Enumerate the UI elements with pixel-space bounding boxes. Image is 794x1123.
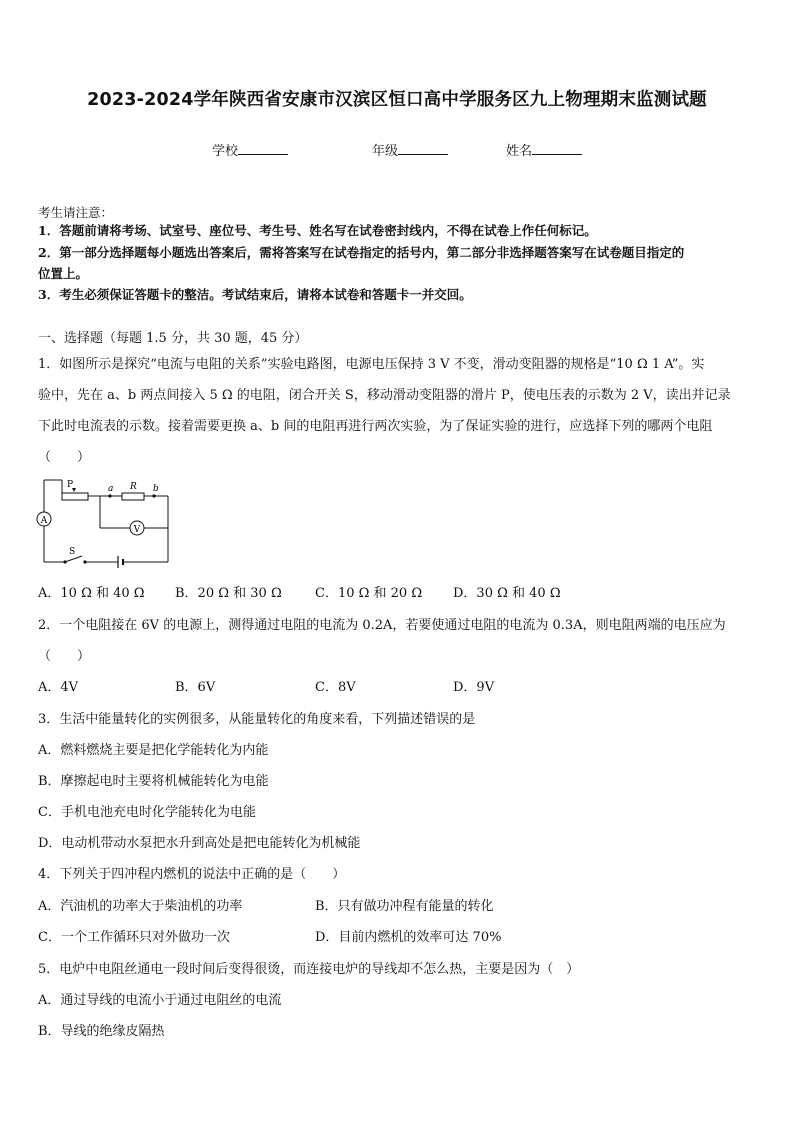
q5-option-a[interactable]: A．通过导线的电流小于通过电阻丝的电流 <box>38 993 282 1008</box>
q3-stem: 3．生活中能量转化的实例很多，从能量转化的角度来看，下列描述错误的是 <box>38 712 476 727</box>
q4-option-d[interactable]: D．目前内燃机的效率可达 70% <box>315 930 502 945</box>
name-label: 姓名 <box>506 144 533 159</box>
q4-stem: 4．下列关于四冲程内燃机的说法中正确的是（ ） <box>38 867 346 882</box>
q3-option-a[interactable]: A．燃料燃烧主要是把化学能转化为内能 <box>38 743 269 758</box>
q2-option-d[interactable]: D．9V <box>453 680 495 695</box>
notice-item-3: 3．考生必须保证答题卡的整洁。考试结束后，请将本试卷和答题卡一并交回。 <box>38 287 472 302</box>
ammeter-label: A <box>40 516 48 526</box>
q3-option-b[interactable]: B．摩擦起电时主要将机械能转化为电能 <box>38 774 269 789</box>
section-heading: 一、选择题（每题 1.5 分，共 30 题，45 分） <box>38 331 308 346</box>
q1-line-1: 1．如图所示是探究“电流与电阻的关系”实验电路图，电源电压保持 3 V 不变，滑动变阻器的规格是“10 Ω 1 A”。实 <box>38 357 705 372</box>
notice-item-2-cont: 位置上。 <box>38 266 89 281</box>
q1-option-a[interactable]: A．10 Ω 和 40 Ω <box>38 586 145 601</box>
node-a-label: a <box>108 484 114 494</box>
q1-option-c[interactable]: C．10 Ω 和 20 Ω <box>315 586 423 601</box>
q1-line-4: （ ） <box>38 450 91 465</box>
q4-option-a[interactable]: A．汽油机的功率大于柴油机的功率 <box>38 899 243 914</box>
q5-stem: 5．电炉中电阻丝通电一段时间后变得很烫，而连接电炉的导线却不怎么热，主要是因为（ ） <box>38 962 580 977</box>
circuit-diagram <box>36 476 176 572</box>
q1-option-d[interactable]: D．30 Ω 和 40 Ω <box>453 586 561 601</box>
rheostat <box>62 493 88 500</box>
switch-label: S <box>69 547 76 557</box>
q2-line-1: 2．一个电阻接在 6V 的电源上，测得通过电阻的电流为 0.2A，若要使通过电阻的电流为 0.3A，则电阻两端的电压应为 <box>38 618 726 633</box>
name-blank[interactable] <box>532 142 582 155</box>
voltmeter-label: V <box>133 525 141 535</box>
q2-option-b[interactable]: B．6V <box>175 680 216 695</box>
q2-line-2: （ ） <box>38 649 91 664</box>
q4-option-c[interactable]: C．一个工作循环只对外做功一次 <box>38 930 230 945</box>
q3-option-c[interactable]: C．手机电池充电时化学能转化为电能 <box>38 805 256 820</box>
grade-label: 年级 <box>372 144 399 159</box>
notice-heading: 考生请注意： <box>38 205 114 220</box>
node-b-label: b <box>153 484 159 494</box>
school-blank[interactable] <box>238 142 288 155</box>
resistor-label: R <box>130 482 137 492</box>
school-field[interactable] <box>212 140 288 159</box>
q2-option-c[interactable]: C．8V <box>315 680 356 695</box>
slider-label: P <box>67 480 74 490</box>
q1-line-2: 验中，先在 a、b 两点间接入 5 Ω 的电阻，闭合开关 S，移动滑动变阻器的滑片 P，使电压表的示数为 2 V，读出并记录 <box>38 388 731 403</box>
q3-option-d[interactable]: D．电动机带动水泵把水升到高处是把电能转化为机械能 <box>38 836 361 851</box>
q2-option-a[interactable]: A．4V <box>38 680 79 695</box>
q4-option-b[interactable]: B．只有做功冲程有能量的转化 <box>315 899 494 914</box>
q1-option-b[interactable]: B．20 Ω 和 30 Ω <box>175 586 282 601</box>
school-label: 学校 <box>212 144 239 159</box>
q5-option-b[interactable]: B．导线的绝缘皮隔热 <box>38 1024 165 1039</box>
q1-line-3: 下此时电流表的示数。接着需要更换 a、b 间的电阻再进行两次实验，为了保证实验的进行，应选择下列的哪两个电阻 <box>38 419 713 434</box>
notice-item-1: 1．答题前请将考场、试室号、座位号、考生号、姓名写在试卷密封线内，不得在试卷上作任何标记。 <box>38 223 597 238</box>
resistor-r <box>122 493 144 500</box>
exam-title: 2023-2024学年陕西省安康市汉滨区恒口高中学服务区九上物理期末监测试题 <box>87 90 707 110</box>
node-b <box>152 494 155 497</box>
grade-blank[interactable] <box>398 142 448 155</box>
name-field[interactable] <box>506 140 582 159</box>
grade-field[interactable] <box>372 140 448 159</box>
notice-item-2: 2．第一部分选择题每小题选出答案后，需将答案写在试卷指定的括号内，第二部分非选择题答案写在试卷题目指定的 <box>38 245 685 260</box>
